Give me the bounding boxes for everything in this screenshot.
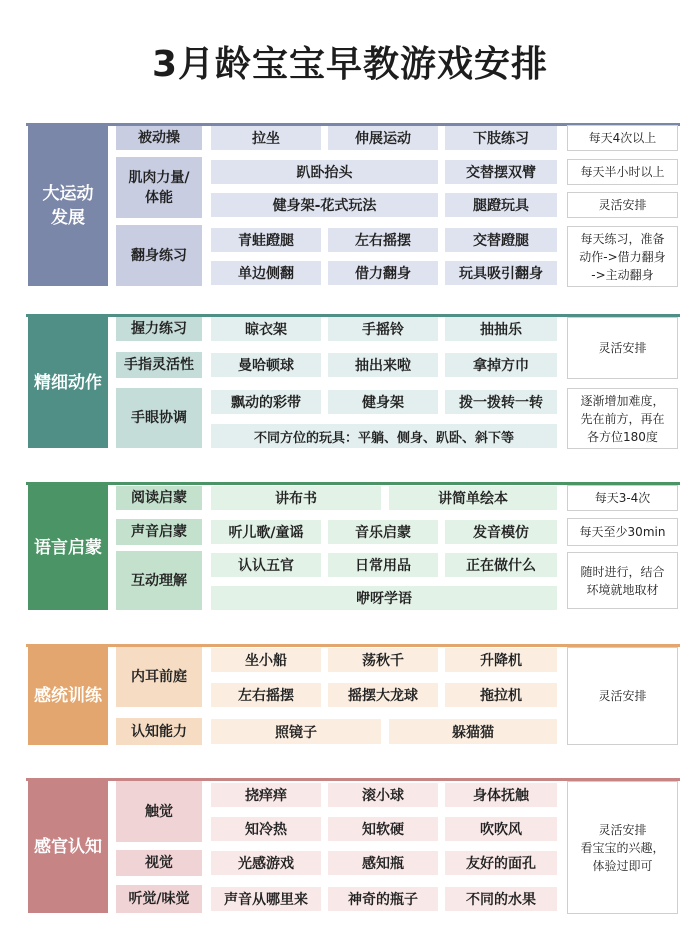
activity-cell: 腿蹬玩具 [445, 193, 557, 217]
activity-cell: 讲简单绘本 [389, 486, 557, 510]
activity-cell: 飘动的彩带 [211, 390, 321, 414]
activity-cell: 伸展运动 [328, 126, 438, 150]
activity-cell: 左右摇摆 [328, 228, 438, 252]
activity-cell: 坐小船 [211, 648, 321, 672]
activity-cell: 吹吹风 [445, 817, 557, 841]
activity-cell: 光感游戏 [211, 851, 321, 875]
activity-cell: 拉坐 [211, 126, 321, 150]
activity-cell: 神奇的瓶子 [328, 887, 438, 911]
subcategory-label: 握力练习 [116, 317, 202, 341]
schedule-note: 灵活安排 [567, 192, 678, 218]
activity-cell: 交替蹬腿 [445, 228, 557, 252]
subcategory-label: 视觉 [116, 850, 202, 876]
activity-cell: 音乐启蒙 [328, 520, 438, 544]
activity-cell: 荡秋千 [328, 648, 438, 672]
category-label: 精细动作 [28, 317, 108, 448]
activity-cell: 借力翻身 [328, 261, 438, 285]
subcategory-label: 翻身练习 [116, 225, 202, 286]
page-title: 3月龄宝宝早教游戏安排 [151, 44, 549, 85]
subcategory-label: 内耳前庭 [116, 647, 202, 707]
activity-cell: 身体抚触 [445, 783, 557, 807]
schedule-note: 灵活安排 看宝宝的兴趣， 体验过即可 [567, 781, 678, 914]
schedule-note: 逐渐增加难度， 先在前方，再在 各方位180度 [567, 388, 678, 449]
subcategory-label: 互动理解 [116, 551, 202, 610]
activity-cell: 左右摇摆 [211, 683, 321, 707]
activity-cell: 听儿歌/童谣 [211, 520, 321, 544]
schedule-note: 每天至少30min [567, 518, 678, 546]
schedule-note: 灵活安排 [567, 317, 678, 379]
category-label: 语言启蒙 [28, 485, 108, 610]
activity-cell: 下肢练习 [445, 126, 557, 150]
activity-cell: 拿掉方巾 [445, 353, 557, 377]
schedule-note: 每天半小时以上 [567, 159, 678, 185]
activity-cell: 摇摆大龙球 [328, 683, 438, 707]
activity-cell: 趴卧抬头 [211, 160, 438, 184]
activity-cell: 日常用品 [328, 553, 438, 577]
activity-cell: 挠痒痒 [211, 783, 321, 807]
activity-cell: 不同的水果 [445, 887, 557, 911]
activity-cell: 讲布书 [211, 486, 381, 510]
category-label: 感统训练 [28, 647, 108, 745]
activity-cell: 咿呀学语 [211, 586, 557, 610]
activity-cell: 单边侧翻 [211, 261, 321, 285]
activity-cell: 知软硬 [328, 817, 438, 841]
activity-cell: 发音模仿 [445, 520, 557, 544]
activity-cell: 玩具吸引翻身 [445, 261, 557, 285]
activity-cell: 青蛙蹬腿 [211, 228, 321, 252]
subcategory-label: 听觉/味觉 [116, 885, 202, 913]
subcategory-label: 触觉 [116, 781, 202, 842]
subcategory-label: 手眼协调 [116, 388, 202, 448]
schedule-note: 随时进行，结合 环境就地取材 [567, 552, 678, 609]
activity-cell: 拖拉机 [445, 683, 557, 707]
activity-cell: 躲猫猫 [389, 719, 557, 744]
activity-cell: 认认五官 [211, 553, 321, 577]
activity-cell: 升降机 [445, 648, 557, 672]
activity-cell: 滚小球 [328, 783, 438, 807]
activity-cell: 晾衣架 [211, 317, 321, 341]
activity-cell: 照镜子 [211, 719, 381, 744]
activity-cell: 曼哈顿球 [211, 353, 321, 377]
activity-cell: 声音从哪里来 [211, 887, 321, 911]
activity-cell: 拨一拨转一转 [445, 390, 557, 414]
schedule-note: 灵活安排 [567, 647, 678, 745]
schedule-note: 每天4次以上 [567, 125, 678, 151]
subcategory-label: 被动操 [116, 126, 202, 150]
activity-cell: 感知瓶 [328, 851, 438, 875]
schedule-note: 每天练习，准备 动作->借力翻身 ->主动翻身 [567, 226, 678, 287]
subcategory-label: 认知能力 [116, 718, 202, 745]
activity-cell: 手摇铃 [328, 317, 438, 341]
activity-cell: 友好的面孔 [445, 851, 557, 875]
subcategory-label: 阅读启蒙 [116, 486, 202, 510]
activity-cell: 正在做什么 [445, 553, 557, 577]
activity-cell: 交替摆双臂 [445, 160, 557, 184]
category-label: 感官认知 [28, 781, 108, 913]
activity-cell: 抽出来啦 [328, 353, 438, 377]
activity-cell: 不同方位的玩具：平躺、侧身、趴卧、斜下等 [211, 424, 557, 448]
activity-cell: 知冷热 [211, 817, 321, 841]
activity-cell: 健身架 [328, 390, 438, 414]
schedule-note: 每天3-4次 [567, 485, 678, 511]
category-label: 大运动 发展 [28, 126, 108, 286]
subcategory-label: 手指灵活性 [116, 352, 202, 378]
subcategory-label: 声音启蒙 [116, 519, 202, 545]
subcategory-label: 肌肉力量/ 体能 [116, 157, 202, 218]
activity-cell: 抽抽乐 [445, 317, 557, 341]
activity-cell: 健身架-花式玩法 [211, 193, 438, 217]
